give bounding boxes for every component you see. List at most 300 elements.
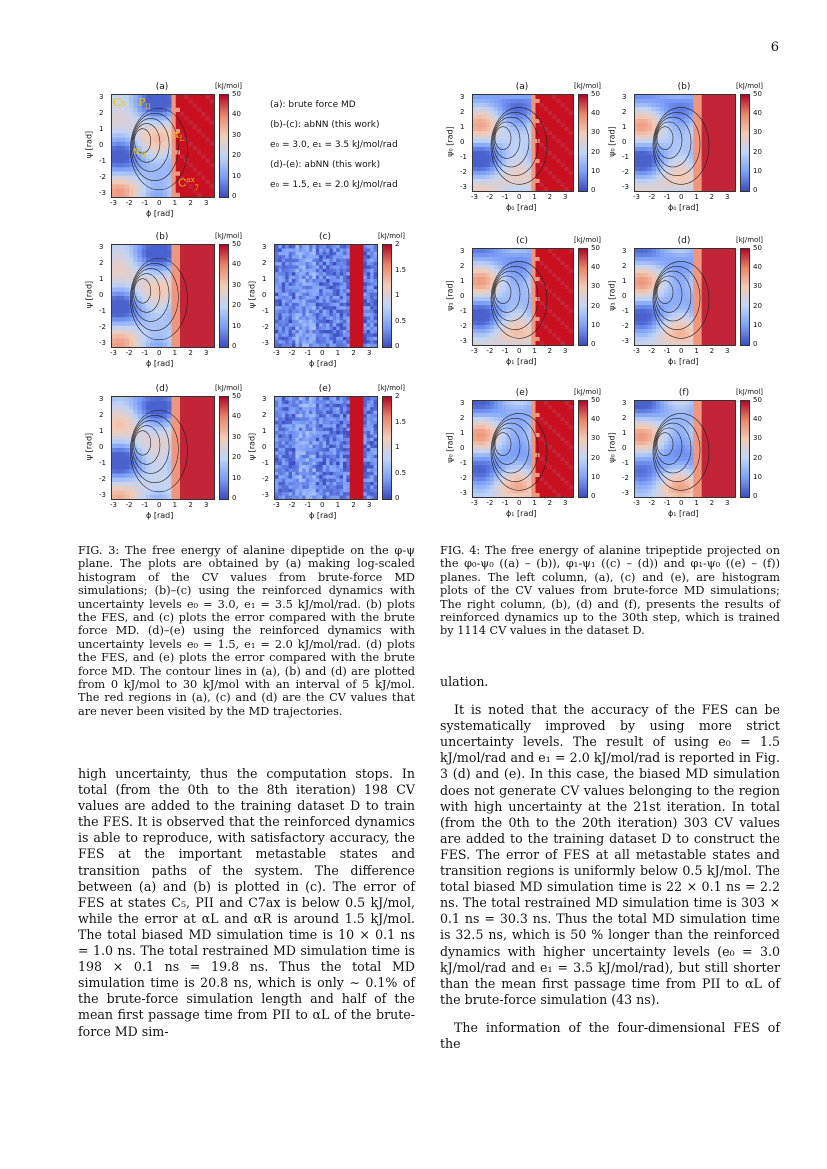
heatmap-cell xyxy=(278,333,282,337)
heatmap-cell xyxy=(210,125,214,130)
heatmap-cell xyxy=(569,131,573,136)
heatmap-cell xyxy=(278,313,282,317)
heatmap-cell xyxy=(370,431,374,435)
heatmap-cell xyxy=(159,266,164,271)
heatmap-cell xyxy=(176,410,181,415)
heatmap-cell xyxy=(346,472,350,476)
heatmap-cell xyxy=(353,299,357,303)
heatmap-cell xyxy=(167,427,172,432)
heatmap-cell xyxy=(515,187,520,191)
heatmap-cell xyxy=(312,421,316,425)
heatmap-cell xyxy=(289,397,293,401)
heatmap-cell xyxy=(116,478,121,483)
heatmap-cell xyxy=(155,138,160,143)
heatmap-cell xyxy=(278,245,282,249)
heatmap-cell xyxy=(561,107,566,112)
heatmap-cell xyxy=(210,258,214,263)
heatmap-cell xyxy=(710,147,715,152)
heatmap-cell xyxy=(357,421,361,425)
heatmap-cell xyxy=(116,397,121,402)
heatmap-cell xyxy=(540,95,545,100)
heatmap-cell xyxy=(295,400,299,404)
heatmap-cell xyxy=(278,479,282,483)
heatmap-cell xyxy=(138,406,143,411)
heatmap-cell xyxy=(193,322,198,327)
heatmap-cell xyxy=(309,448,313,452)
heatmap-cell xyxy=(360,306,364,310)
heatmap-cell xyxy=(565,155,570,160)
heatmap-cell xyxy=(193,142,198,147)
heatmap-cell xyxy=(292,299,296,303)
heatmap-cell xyxy=(206,184,211,189)
heatmap-cell xyxy=(138,339,143,344)
heatmap-cell xyxy=(129,427,134,432)
heatmap-cell xyxy=(172,435,177,440)
heatmap-cell xyxy=(648,143,653,148)
heatmap-cell xyxy=(323,262,327,266)
heatmap-cell xyxy=(125,184,130,189)
heatmap-cell xyxy=(295,472,299,476)
heatmap-cell xyxy=(282,299,286,303)
heatmap-cell xyxy=(316,492,320,496)
heatmap-cell xyxy=(473,115,478,120)
heatmap-cell xyxy=(125,254,130,259)
heatmap-cell xyxy=(326,455,330,459)
heatmap-cell xyxy=(299,445,303,449)
heatmap-cell xyxy=(477,167,482,172)
heatmap-cell xyxy=(295,414,299,418)
heatmap-cell xyxy=(155,427,160,432)
heatmap-cell xyxy=(112,296,117,301)
heatmap-cell xyxy=(706,187,711,191)
heatmap-cell xyxy=(201,155,206,160)
heatmap-cell xyxy=(350,434,354,438)
heatmap-cell xyxy=(374,441,377,445)
heatmap-cell xyxy=(350,306,354,310)
x-tick-label: 3 xyxy=(367,501,372,509)
heatmap-cell xyxy=(494,107,499,112)
heatmap-cell xyxy=(295,468,299,472)
heatmap-cell xyxy=(336,299,340,303)
heatmap-cell xyxy=(193,300,198,305)
heatmap-cell xyxy=(275,337,279,341)
heatmap-cell xyxy=(556,151,561,156)
heatmap-cell xyxy=(552,107,557,112)
heatmap-cell xyxy=(706,171,711,176)
heatmap-cell xyxy=(689,99,694,104)
heatmap-cell xyxy=(329,248,333,252)
heatmap-cell xyxy=(295,428,299,432)
heatmap-cell xyxy=(193,410,198,415)
heatmap-cell xyxy=(201,423,206,428)
heatmap-cell xyxy=(159,184,164,189)
heatmap-cell xyxy=(180,401,185,406)
heatmap-cell xyxy=(316,458,320,462)
heatmap-cell xyxy=(710,151,715,156)
heatmap-cell xyxy=(189,427,194,432)
heatmap-cell xyxy=(635,143,640,148)
heatmap-cell xyxy=(326,316,330,320)
heatmap-cell xyxy=(116,469,121,474)
heatmap-cell xyxy=(506,179,511,184)
heatmap-cell xyxy=(167,116,172,121)
heatmap-cell xyxy=(112,133,117,138)
heatmap-cell xyxy=(473,143,478,148)
heatmap-cell xyxy=(481,309,486,314)
heatmap-cell xyxy=(285,451,289,455)
heatmap-cell xyxy=(116,176,121,181)
heatmap-cell xyxy=(681,155,686,160)
heatmap-cell xyxy=(357,306,361,310)
heatmap-cell xyxy=(350,468,354,472)
heatmap-cell xyxy=(275,245,279,249)
heatmap-cell xyxy=(292,441,296,445)
heatmap-cell xyxy=(346,289,350,293)
heatmap-cell xyxy=(329,255,333,259)
heatmap-cell xyxy=(159,461,164,466)
heatmap-cell xyxy=(502,107,507,112)
heatmap-cell xyxy=(370,424,374,428)
heatmap-cell xyxy=(374,428,377,432)
heatmap-cell xyxy=(278,330,282,334)
heatmap-cell xyxy=(193,330,198,335)
heatmap-cell xyxy=(635,147,640,152)
colorbar-tick-label: 0 xyxy=(753,186,758,194)
heatmap-cell xyxy=(336,306,340,310)
heatmap-cell xyxy=(323,279,327,283)
heatmap-cell xyxy=(326,282,330,286)
heatmap-cell xyxy=(319,248,323,252)
heatmap-cell xyxy=(312,400,316,404)
heatmap-cell xyxy=(486,261,491,266)
heatmap-cell xyxy=(561,99,566,104)
heatmap-cell xyxy=(326,269,330,273)
heatmap-cell xyxy=(189,138,194,143)
heatmap-cell xyxy=(210,292,214,297)
heatmap-cell xyxy=(323,404,327,408)
heatmap-cell xyxy=(677,103,682,108)
colorbar-tick-label: 1.5 xyxy=(395,265,407,274)
heatmap-cell xyxy=(285,421,289,425)
heatmap-cell xyxy=(197,163,202,168)
heatmap-cell xyxy=(486,249,491,254)
heatmap-cell xyxy=(350,272,354,276)
heatmap-cell xyxy=(167,180,172,185)
heatmap-cell xyxy=(702,111,707,116)
heatmap-cell xyxy=(329,327,333,331)
heatmap-cell xyxy=(367,434,371,438)
heatmap-cell xyxy=(319,265,323,269)
heatmap-cell xyxy=(282,417,286,421)
heatmap-cell xyxy=(184,491,189,496)
heatmap-cell xyxy=(477,333,482,338)
heatmap-cell xyxy=(159,427,164,432)
heatmap-cell xyxy=(473,313,478,318)
heatmap-cell xyxy=(309,252,313,256)
heatmap-cell xyxy=(282,330,286,334)
heatmap-cell xyxy=(189,410,194,415)
heatmap-cell xyxy=(180,495,185,499)
heatmap-cell xyxy=(112,491,117,496)
heatmap-cell xyxy=(340,323,344,327)
colorbar-tick-label: 40 xyxy=(591,109,600,118)
heatmap-cell xyxy=(142,283,147,288)
heatmap-cell xyxy=(295,272,299,276)
heatmap-cell xyxy=(536,167,541,172)
heatmap-cell xyxy=(536,107,541,112)
heatmap-cell xyxy=(643,135,648,140)
heatmap-cell xyxy=(129,343,134,347)
heatmap-cell xyxy=(295,333,299,337)
heatmap-cell xyxy=(531,183,536,188)
heatmap-cell xyxy=(121,193,126,197)
heatmap-cell xyxy=(138,193,143,197)
heatmap-cell xyxy=(299,417,303,421)
heatmap-cell xyxy=(498,95,503,100)
heatmap-cell xyxy=(336,248,340,252)
heatmap-cell xyxy=(340,282,344,286)
heatmap-cell xyxy=(167,401,172,406)
heatmap-cell xyxy=(295,448,299,452)
heatmap-cell xyxy=(360,323,364,327)
heatmap-cell xyxy=(155,193,160,197)
heatmap-cell xyxy=(189,343,194,347)
heatmap-cell xyxy=(129,254,134,259)
heatmap-cell xyxy=(367,265,371,269)
heatmap-cell xyxy=(556,183,561,188)
heatmap-cell xyxy=(306,492,310,496)
x-tick-label: 3 xyxy=(367,349,372,357)
heatmap-cell xyxy=(150,474,155,479)
heatmap-cell xyxy=(643,179,648,184)
heatmap-cell xyxy=(125,418,130,423)
heatmap-cell xyxy=(556,131,561,136)
heatmap-cell xyxy=(490,183,495,188)
heatmap-cell xyxy=(336,279,340,283)
heatmap-cell xyxy=(702,187,707,191)
heatmap-cell xyxy=(333,472,337,476)
heatmap-cell xyxy=(486,127,491,132)
heatmap-cell xyxy=(370,310,374,314)
heatmap-cell xyxy=(133,184,138,189)
heatmap-cell xyxy=(299,252,303,256)
heatmap-cell xyxy=(312,411,316,415)
heatmap-cell xyxy=(374,448,377,452)
y-tick-label: 0 xyxy=(99,443,104,451)
heatmap-cell xyxy=(316,333,320,337)
heatmap-cell xyxy=(292,424,296,428)
heatmap-cell xyxy=(163,150,168,155)
heatmap-cell xyxy=(121,155,126,160)
panel-label: (b) xyxy=(155,232,169,242)
heatmap-cell xyxy=(159,292,164,297)
heatmap-cell xyxy=(340,293,344,297)
heatmap-cell xyxy=(360,448,364,452)
heatmap-cell xyxy=(146,275,151,280)
heatmap-cell xyxy=(309,472,313,476)
heatmap-cell xyxy=(346,431,350,435)
heatmap-cell xyxy=(309,320,313,324)
heatmap-cell xyxy=(664,95,669,100)
heatmap-cell xyxy=(635,159,640,164)
heatmap-cell xyxy=(155,167,160,172)
legend-line: e₀ = 3.0, e₁ = 3.5 kJ/mol/rad xyxy=(270,140,398,150)
heatmap-cell xyxy=(180,159,185,164)
heatmap-cell xyxy=(302,269,306,273)
heatmap-cell xyxy=(336,340,340,344)
heatmap-cell xyxy=(275,286,279,290)
heatmap-cell xyxy=(138,410,143,415)
heatmap-cell xyxy=(336,479,340,483)
heatmap-cell xyxy=(180,108,185,113)
heatmap-cell xyxy=(326,407,330,411)
heatmap-cell xyxy=(326,448,330,452)
colorbar-tick-label: 0.5 xyxy=(395,316,407,325)
heatmap-cell xyxy=(146,313,151,318)
heatmap-cell xyxy=(142,288,147,293)
y-tick-label: -2 xyxy=(99,173,106,181)
heatmap-cell xyxy=(121,427,126,432)
heatmap-cell xyxy=(306,289,310,293)
heatmap-cell xyxy=(206,116,211,121)
heatmap-cell xyxy=(312,482,316,486)
heatmap-cell xyxy=(710,123,715,128)
heatmap-cell xyxy=(197,288,202,293)
heatmap-cell xyxy=(319,299,323,303)
heatmap-cell xyxy=(282,252,286,256)
heatmap-cell xyxy=(278,472,282,476)
heatmap-cell xyxy=(340,482,344,486)
heatmap-cell xyxy=(367,327,371,331)
heatmap-cell xyxy=(357,417,361,421)
heatmap-cell xyxy=(481,253,486,258)
heatmap-cell xyxy=(176,457,181,462)
heatmap-cell xyxy=(367,299,371,303)
heatmap-cell xyxy=(319,465,323,469)
heatmap-cell xyxy=(289,428,293,432)
heatmap-cell xyxy=(360,337,364,341)
heatmap-cell xyxy=(295,407,299,411)
heatmap-cell xyxy=(155,448,160,453)
heatmap-cell xyxy=(289,431,293,435)
heatmap-cell xyxy=(282,414,286,418)
heatmap-cell xyxy=(138,305,143,310)
heatmap-cell xyxy=(727,155,732,160)
heatmap-cell xyxy=(486,123,491,128)
heatmap-cell xyxy=(121,296,126,301)
heatmap-cell xyxy=(282,400,286,404)
heatmap-cell xyxy=(343,344,347,347)
heatmap-cell xyxy=(323,407,327,411)
colorbar-tick-label: 10 xyxy=(232,473,241,482)
heatmap-cell xyxy=(193,435,198,440)
heatmap-cell xyxy=(490,119,495,124)
heatmap-cell xyxy=(210,418,214,423)
heatmap-cell xyxy=(295,282,299,286)
heatmap-cell xyxy=(312,485,316,489)
heatmap-cell xyxy=(548,107,553,112)
heatmap-cell xyxy=(201,262,206,267)
heatmap-cell xyxy=(319,313,323,317)
heatmap-cell xyxy=(176,339,181,344)
heatmap-cell xyxy=(306,265,310,269)
heatmap-cell xyxy=(180,397,185,402)
heatmap-cell xyxy=(275,496,279,499)
heatmap-cell xyxy=(556,99,561,104)
heatmap-cell xyxy=(660,107,665,112)
heatmap-cell xyxy=(360,330,364,334)
heatmap-cell xyxy=(121,461,126,466)
heatmap-cell xyxy=(159,275,164,280)
heatmap-cell xyxy=(374,445,377,449)
heatmap-cell xyxy=(350,269,354,273)
heatmap-cell xyxy=(702,171,707,176)
heatmap-cell xyxy=(129,322,134,327)
heatmap-cell xyxy=(363,303,367,307)
heatmap-cell xyxy=(323,424,327,428)
heatmap-cell xyxy=(569,115,573,120)
heatmap-cell xyxy=(340,306,344,310)
y-tick-label: -3 xyxy=(99,189,106,197)
heatmap-cell xyxy=(363,417,367,421)
heatmap-cell xyxy=(142,249,147,254)
heatmap-cell xyxy=(295,316,299,320)
heatmap-cell xyxy=(193,418,198,423)
heatmap-cell xyxy=(552,187,557,191)
heatmap-cell xyxy=(367,282,371,286)
heatmap-cell xyxy=(473,179,478,184)
heatmap-cell xyxy=(664,99,669,104)
heatmap-cell xyxy=(336,458,340,462)
heatmap-cell xyxy=(333,248,337,252)
heatmap-cell xyxy=(306,485,310,489)
heatmap-cell xyxy=(643,131,648,136)
colorbar-tick-label: 30 xyxy=(591,128,600,137)
heatmap-cell xyxy=(357,475,361,479)
heatmap-cell xyxy=(163,138,168,143)
heatmap-cell xyxy=(346,310,350,314)
heatmap-cell xyxy=(285,286,289,290)
heatmap-cell xyxy=(116,322,121,327)
heatmap-cell xyxy=(275,289,279,293)
heatmap-cell xyxy=(360,438,364,442)
y-tick-label: 2 xyxy=(460,108,465,116)
heatmap-cell xyxy=(639,99,644,104)
heatmap-cell xyxy=(329,421,333,425)
heatmap-cell xyxy=(309,259,313,263)
heatmap-cell xyxy=(343,262,347,266)
heatmap-cell xyxy=(473,147,478,152)
heatmap-cell xyxy=(193,461,198,466)
heatmap-cell xyxy=(176,155,181,160)
heatmap-cell xyxy=(210,482,214,487)
heatmap-cell xyxy=(292,462,296,466)
heatmap-cell xyxy=(163,444,168,449)
heatmap-cell xyxy=(656,107,661,112)
heatmap-cell xyxy=(350,323,354,327)
heatmap-cell xyxy=(319,482,323,486)
heatmap-cell xyxy=(302,489,306,493)
heatmap-cell xyxy=(374,400,377,404)
heatmap-cell xyxy=(357,330,361,334)
heatmap-cell xyxy=(374,276,377,280)
heatmap-cell xyxy=(693,99,698,104)
heatmap-cell xyxy=(116,300,121,305)
colorbar xyxy=(740,94,750,192)
heatmap-cell xyxy=(302,451,306,455)
heatmap-cell xyxy=(155,440,160,445)
heatmap-cell xyxy=(350,276,354,280)
